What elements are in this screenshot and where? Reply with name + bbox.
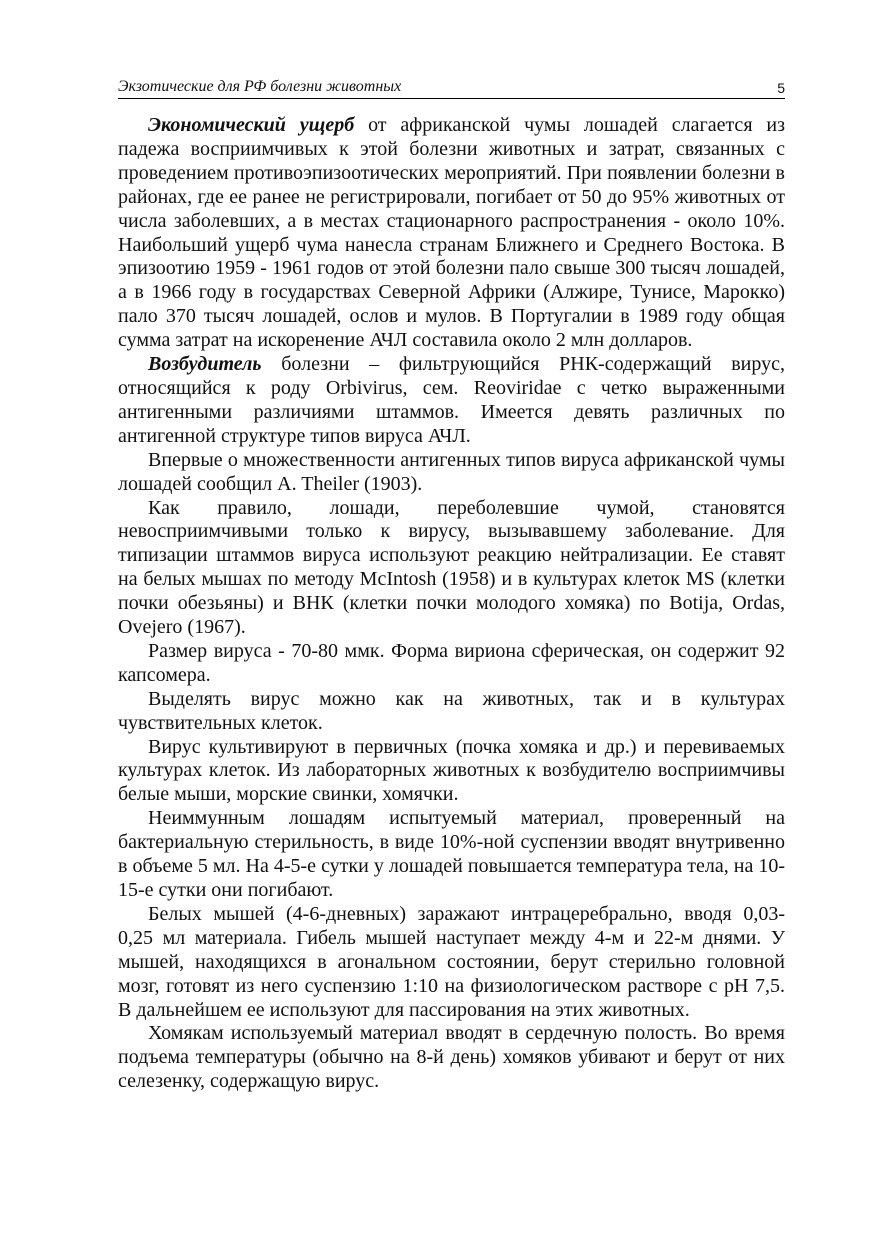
body-text (118, 114, 785, 1094)
paragraph-antigenic-types (118, 449, 785, 497)
paragraph-text: Как правило, лошади, переболевшие чумой, становятся невосприимчивыми только к вирусу, вызывавшему заболевание. Для типизации штаммов вируса используют реакцию нейтрализации. Ее ставят на белых мышах по методу McIntosh (1958) и в культурах клеток MS (клетки почки обезьяны) и ВНК (клетки почки молодого хомяка) по Botija, Ordas, Ovejero (1967). (118, 496, 785, 639)
paragraph-typing (118, 497, 785, 640)
paragraph-text: Впервые о множественности антигенных типов вируса африканской чумы лошадей сообщил A. Theiler (1903). (118, 448, 785, 495)
paragraph-text: Размер вируса - 70-80 ммк. Форма вириона сферическая, он содержит 92 капсомера. (118, 639, 785, 686)
paragraph-virus-size (118, 640, 785, 688)
paragraph-text: Выделять вирус можно как на животных, так и в культурах чувствительных клеток. (118, 687, 785, 734)
paragraph-pathogen (118, 353, 785, 449)
page-number: 5 (777, 80, 785, 96)
term-economic-damage: Экономический ущерб (148, 114, 355, 136)
paragraph-horse-inoculation (118, 807, 785, 903)
paragraph-isolation (118, 688, 785, 736)
paragraph-text: от африканской чумы лошадей слагается из падежа восприимчивых к этой болезни животных и затрат, связанных с проведением противоэпизоотических мероприятий. При появлении болезни в районах, где ее ранее не регистрировали, погибает от 50 до 95% животных от числа заболевших, а в местах стационарного распространения - около 10%. Наибольший ущерб чума нанесла странам Ближнего и Среднего Востока. В эпизоотию 1959 - 1961 годов от этой болезни пало свыше 300 тысяч лошадей, а в 1966 году в государствах Северной Африки (Алжире, Тунисе, Марокко) пало 370 тысяч лошадей, ослов и мулов. В Португалии в 1989 году общая сумма затрат на искоренение АЧЛ составила около 2 млн долларов. (118, 114, 785, 352)
paragraph-text: Вирус культивируют в первичных (почка хомяка и др.) и перевиваемых культурах клеток. Из лабораторных животных к возбудителю восприимчивы белые мыши, морские свинки, хомячки. (118, 735, 785, 806)
paragraph-hamster-inoculation (118, 1022, 785, 1094)
paragraph-text: Неиммунным лошадям испытуемый материал, проверенный на бактериальную стерильность, в виде 10%-ной суспензии вводят внутривенно в объеме 5 мл. На 4-5-е сутки у лошадей повышается температура тела, на 10-15-е сутки они погибают. (118, 807, 785, 901)
running-header (118, 76, 785, 99)
paragraph-cultivation (118, 736, 785, 808)
paragraph-text: Белых мышей (4-6-дневных) заражают интрацеребрально, вводя 0,03- 0,25 мл материала. Гибель мышей наступает между 4-м и 22-м днями. У мышей, находящихся в агональном состоянии, берут стерильно головной мозг, готовят из него суспензию 1:10 на физиологическом растворе с pH 7,5. В дальнейшем ее используют для пассирования на этих животных. (118, 902, 785, 1021)
running-header-title: Экзотические для РФ болезни животных (118, 78, 402, 95)
paragraph-economic-damage (118, 114, 785, 353)
paragraph-mice-inoculation (118, 903, 785, 1023)
term-pathogen: Возбудитель (148, 353, 262, 376)
paragraph-text: болезни – фильтрующийся РНК-содержащий вирус, относящийся к роду Orbivirus, сем. Reoviridae с четко выраженными антигенными различиями штаммов. Имеется девять различных по антигенной структуре типов вируса АЧЛ. (118, 353, 785, 447)
paragraph-text: Хомякам используемый материал вводят в сердечную полость. Во время подъема температуры (обычно на 8-й день) хомяков убивают и берут от них селезенку, содержащую вирус. (118, 1022, 785, 1093)
